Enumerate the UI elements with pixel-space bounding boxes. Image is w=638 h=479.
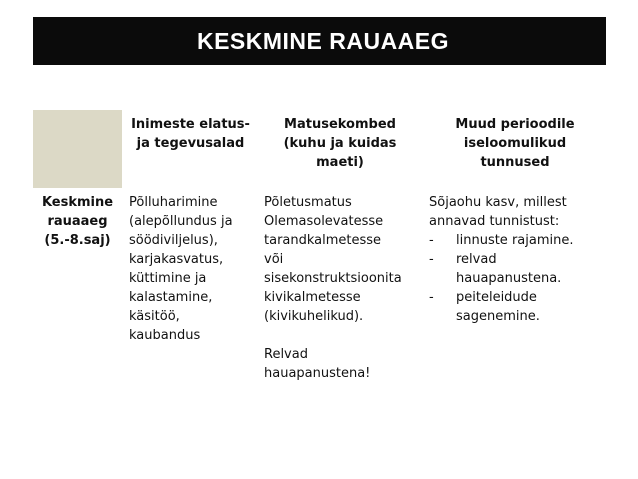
list-item	[429, 231, 573, 250]
cell-line: või	[264, 252, 284, 267]
header-line: (kuhu ja kuidas	[283, 136, 397, 151]
list-dash: -	[429, 233, 434, 248]
cell-line: kalastamine,	[129, 290, 213, 305]
row-header-period	[33, 193, 122, 250]
cell-line: Sõjaohu kasv, millest	[429, 195, 567, 210]
list-dash: -	[429, 252, 434, 267]
cell-line: karjakasvatus,	[129, 252, 224, 267]
cell-line: küttimine ja	[129, 271, 207, 286]
list-item-line: linnuste rajamine.	[456, 233, 574, 248]
cell-line: kivikalmetesse	[264, 290, 361, 305]
header-line: Inimeste elatus-	[131, 117, 250, 132]
header-line: tunnused	[480, 155, 550, 170]
list-item-line: hauapanustena.	[456, 271, 562, 286]
page-title: KESKMINE RAUAAEG	[196, 28, 450, 54]
cell-line: hauapanustena!	[264, 366, 371, 381]
list-dash: -	[429, 290, 434, 305]
cell-line: tarandkalmetesse	[264, 233, 382, 248]
header-line: Matusekombed	[284, 117, 396, 132]
header-line: Muud perioodile	[455, 117, 575, 132]
header-line: maeti)	[316, 155, 364, 170]
cell-livelihood	[129, 193, 233, 345]
cell-line: (alepõllundus ja	[129, 214, 233, 229]
cell-burial-customs	[264, 193, 402, 383]
list-item-line: peiteleidude	[456, 290, 537, 305]
header-line: iseloomulikud	[463, 136, 567, 151]
cell-line: Relvad	[264, 347, 308, 362]
header-burial-customs	[266, 115, 414, 172]
cell-line: söödiviljelus),	[129, 233, 218, 248]
header-livelihood	[128, 115, 253, 153]
list-item-line: sagenemine.	[456, 309, 540, 324]
cell-line: kaubandus	[129, 328, 201, 343]
list-item-line: relvad	[456, 252, 497, 267]
list-item	[429, 288, 573, 326]
cell-line: käsitöö,	[129, 309, 180, 324]
paragraph-gap	[264, 326, 402, 345]
header-corner-cell	[33, 110, 122, 188]
header-line: ja tegevusalad	[136, 136, 245, 151]
cell-other-features	[429, 193, 573, 326]
list-item	[429, 250, 573, 288]
cell-line: sisekonstruktsioonita	[264, 271, 402, 286]
cell-line: Olemasolevatesse	[264, 214, 384, 229]
cell-line: Põletusmatus	[264, 195, 352, 210]
cell-line: annavad tunnistust:	[429, 214, 560, 229]
title-bar	[33, 17, 606, 65]
cell-line: (kivikuhelikud).	[264, 309, 364, 324]
row-header-line: rauaaeg	[47, 214, 108, 229]
row-header-line: Keskmine	[41, 195, 114, 210]
header-other-features	[425, 115, 605, 172]
cell-line: Põlluharimine	[129, 195, 218, 210]
row-header-line: (5.-8.saj)	[44, 233, 111, 248]
